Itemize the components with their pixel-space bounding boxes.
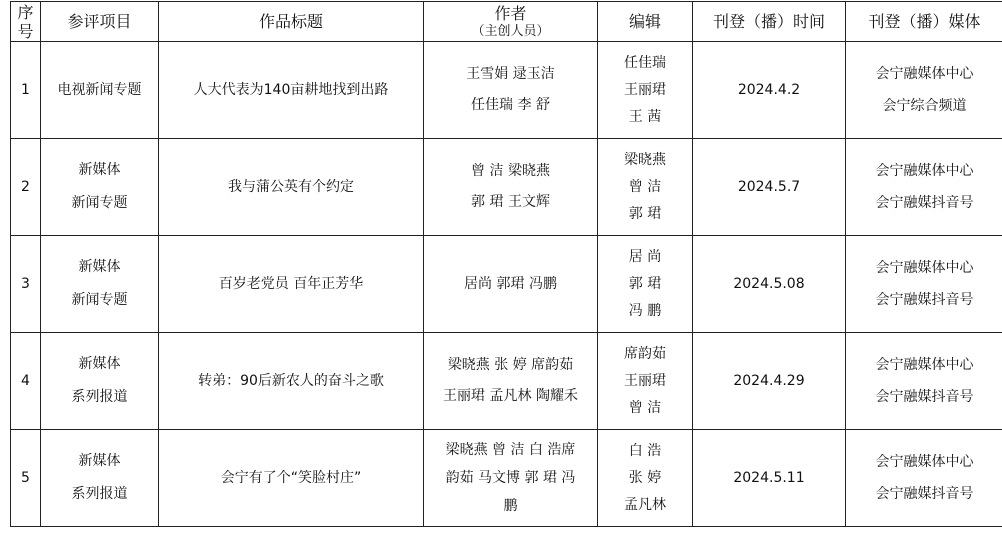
cell-editors [598, 430, 693, 527]
cell-editors [598, 333, 693, 430]
cell-index: 3 [11, 236, 41, 333]
cell-date: 2024.4.2 [693, 42, 846, 139]
category-text: 新媒体 系列报道 [71, 453, 128, 502]
cell-title: 人大代表为140亩耕地找到出路 [159, 42, 424, 139]
cell-editors [598, 236, 693, 333]
cell-title: 会宁有了个“笑脸村庄” [159, 430, 424, 527]
table-row [11, 430, 1002, 527]
cell-title: 百岁老党员 百年正芳华 [159, 236, 424, 333]
header-index: 序号 [11, 2, 41, 42]
cell-authors [424, 139, 598, 236]
header-media: 刊登（播）媒体 [846, 2, 1002, 42]
cell-category [41, 236, 159, 333]
cell-authors [424, 430, 598, 527]
category-text: 新媒体 系列报道 [71, 356, 128, 405]
cell-title: 转弟：90后新农人的奋斗之歌 [159, 333, 424, 430]
authors-text: 居尚 郭珺 冯鹏 [464, 275, 557, 292]
cell-category [41, 333, 159, 430]
cell-index: 4 [11, 333, 41, 430]
cell-date: 2024.4.29 [693, 333, 846, 430]
table-row [11, 42, 1002, 139]
media-text: 会宁融媒体中心 会宁综合频道 [875, 66, 974, 114]
media-text: 会宁融媒体中心 会宁融媒抖音号 [875, 357, 974, 405]
header-author [424, 2, 598, 42]
cell-media [846, 139, 1002, 236]
cell-authors [424, 42, 598, 139]
cell-index: 2 [11, 139, 41, 236]
editors-text: 任佳瑞 王丽珺 王 茜 [624, 54, 666, 125]
table-row [11, 139, 1002, 236]
editors-text: 席韵茹 王丽珺 曾 洁 [624, 345, 666, 416]
media-text: 会宁融媒体中心 会宁融媒抖音号 [875, 260, 974, 308]
cell-category [41, 42, 159, 139]
cell-title: 我与蒲公英有个约定 [159, 139, 424, 236]
cell-media [846, 430, 1002, 527]
cell-media [846, 42, 1002, 139]
authors-text: 梁晓燕 曾 洁 白 浩席 韵茹 马文博 郭 珺 冯 鹏 [445, 442, 576, 514]
cell-category [41, 430, 159, 527]
editors-text: 白 浩 张 婷 孟凡林 [624, 442, 666, 513]
category-text: 电视新闻专题 [57, 81, 142, 98]
cell-index: 5 [11, 430, 41, 527]
header-row [11, 2, 1002, 42]
authors-text: 王雪娟 逯玉洁 任佳瑞 李 舒 [466, 66, 555, 113]
cell-authors [424, 333, 598, 430]
category-text: 新媒体 新闻专题 [71, 162, 128, 211]
award-table [10, 1, 1002, 527]
header-author-note: （主创人员） [471, 23, 550, 39]
cell-date: 2024.5.7 [693, 139, 846, 236]
table-row [11, 236, 1002, 333]
cell-date: 2024.5.11 [693, 430, 846, 527]
cell-authors [424, 236, 598, 333]
header-editor: 编辑 [598, 2, 693, 42]
header-category: 参评项目 [41, 2, 159, 42]
media-text: 会宁融媒体中心 会宁融媒抖音号 [875, 163, 974, 211]
cell-media [846, 333, 1002, 430]
authors-text: 梁晓燕 张 婷 席韵茹 王丽珺 孟凡林 陶耀禾 [443, 357, 578, 404]
editors-text: 梁晓燕 曾 洁 郭 珺 [624, 151, 666, 222]
cell-date: 2024.5.08 [693, 236, 846, 333]
cell-editors [598, 139, 693, 236]
category-text: 新媒体 新闻专题 [71, 259, 128, 308]
editors-text: 居 尚 郭 珺 冯 鹏 [628, 248, 662, 319]
cell-editors [598, 42, 693, 139]
authors-text: 曾 洁 梁晓燕 郭 珺 王文辉 [471, 163, 550, 210]
media-text: 会宁融媒体中心 会宁融媒抖音号 [875, 454, 974, 502]
cell-media [846, 236, 1002, 333]
table-row [11, 333, 1002, 430]
header-date: 刊登（播）时间 [693, 2, 846, 42]
cell-category [41, 139, 159, 236]
cell-index: 1 [11, 42, 41, 139]
header-title: 作品标题 [159, 2, 424, 42]
header-author-label: 作者 [494, 3, 527, 23]
